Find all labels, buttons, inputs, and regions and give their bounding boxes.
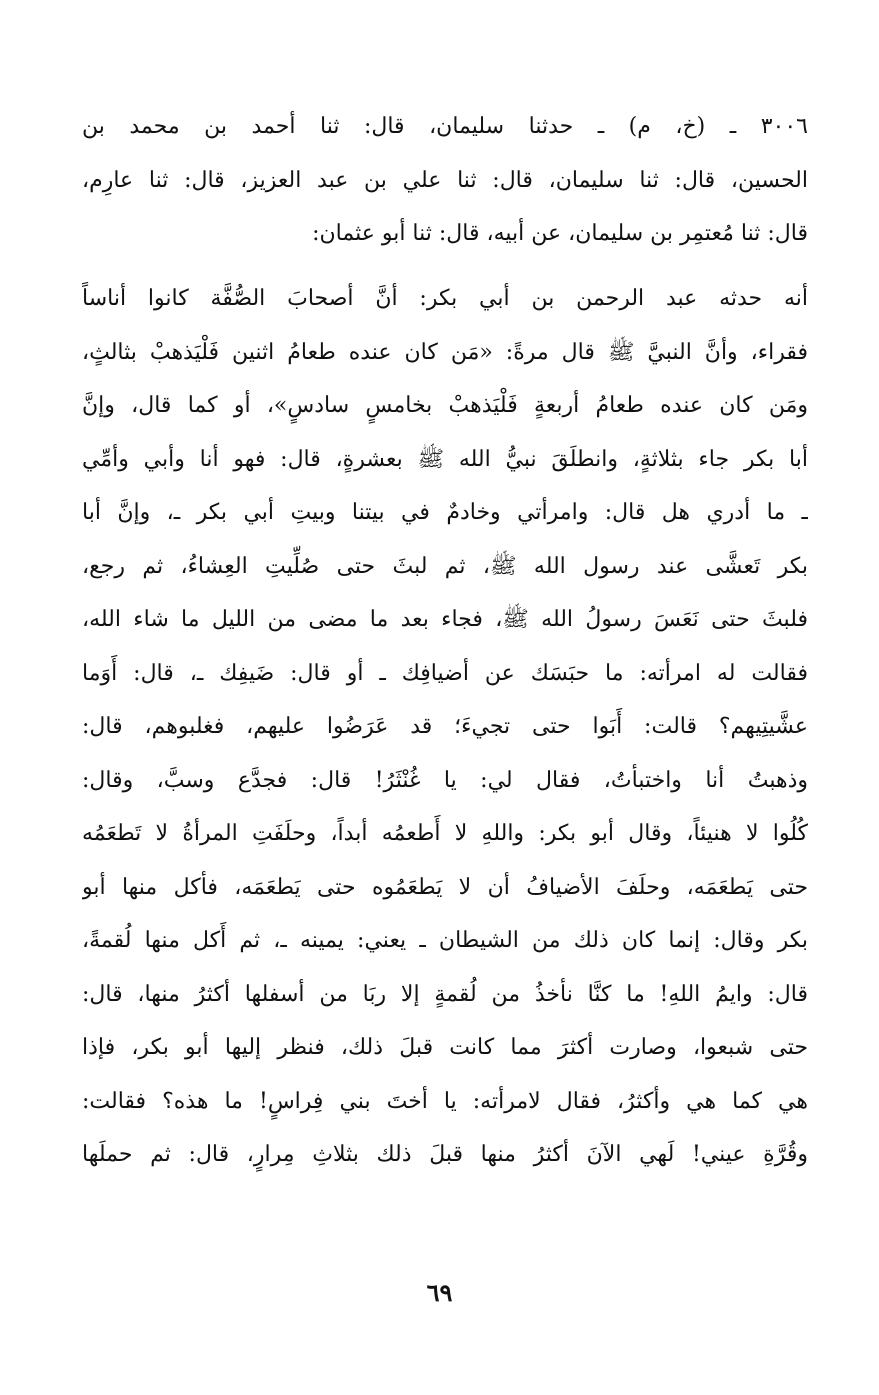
matn-line: حتى شبعوا، وصارت أكثرَ مما كانت قبلَ ذلك، فنظر إليها أبو بكر، فإذا [82, 1035, 808, 1060]
matn-line: كُلُوا لا هنيئاً، وقال أبو بكر: واللهِ لا أَطعمُه أبداً، وحلَفَتِ المرأةُ لا تَطعَمُه [82, 821, 808, 846]
matn-line: بكر وقال: إنما كان ذلك من الشيطان ـ يعني: يمينه ـ، ثم أَكل منها لُقمةً، [82, 928, 808, 953]
isnad-line: قال: ثنا مُعتمِر بن سليمان، عن أبيه، قال: ثنا أبو عثمان: [312, 221, 808, 246]
matn-line: هي كما هي وأكثرُ، فقال لامرأته: يا أختَ بني فِراسٍ! ما هذه؟ فقالت: [82, 1088, 808, 1114]
isnad-line: ٣٠٠٦ ـ (خ، م) ـ حدثنا سليمان، قال: ثنا أحمد بن محمد بن [82, 114, 808, 139]
matn-line: بكر تَعشَّى عند رسول الله ﷺ، ثم لبثَ حتى صُلِّيتِ العِشاءُ، ثم رجع، [82, 553, 808, 579]
matn-line: وقُرَّةِ عيني! لَهي الآنَ أكثرُ منها قبلَ ذلك بثلاثِ مِرارٍ، قال: ثم حملَها [82, 1142, 808, 1167]
matn-line: ـ ما أدري هل قال: وامرأتي وخادمٌ في بيتنا وبيتِ أبي بكر ـ، وإنَّ أبا [82, 500, 808, 525]
isnad-line: الحسين، قال: ثنا سليمان، قال: ثنا علي بن عبد العزيز، قال: ثنا عارِم، [82, 167, 808, 193]
hadith-isnad-paragraph [82, 100, 808, 261]
matn-line: فقراء، وأنَّ النبيَّ ﷺ قال مرةً: «مَن كان عنده طعامُ اثنين فَلْيَذهبْ بثالثٍ، [82, 339, 808, 365]
matn-line: أبا بكر جاء بثلاثةٍ، وانطلَقَ نبيُّ الله ﷺ بعشرةٍ، قال: فهو أنا وأبي وأمِّي [82, 446, 808, 472]
matn-line: قال: وايمُ اللهِ! ما كنَّا نأخذُ من لُقمةٍ إلا ربَا من أسفلها أكثرُ منها، قال: [82, 981, 808, 1007]
matn-line: فلبثَ حتى نَعَسَ رسولُ الله ﷺ، فجاء بعد ما مضى من الليل ما شاء الله، [82, 607, 808, 632]
page-number: ٦٩ [426, 1278, 453, 1307]
matn-line: فقالت له امرأته: ما حبَسَك عن أضيافِك ـ أو قال: ضَيفِك ـ، قال: أَوَما [82, 660, 808, 686]
matn-line: عشَّيتِيهم؟ قالت: أَبَوا حتى تجيءَ؛ قد عَرَضُوا عليهم، فغلبوهم، قال: [82, 714, 808, 739]
matn-line: وذهبتُ أنا واختبأتُ، فقال لي: يا غُنْثَرُ! قال: فجدَّع وسبَّ، وقال: [82, 767, 808, 793]
matn-line: حتى يَطعَمَه، وحلَفَ الأضيافُ أن لا يَطعَمُوه حتى يَطعَمَه، فأكل منها أبو [82, 874, 808, 900]
matn-line: ومَن كان عنده طعامُ أربعةٍ فَلْيَذهبْ بخامسٍ سادسٍ»، أو كما قال، وإنَّ [82, 393, 808, 418]
hadith-matn-paragraph [82, 272, 808, 1182]
matn-line: أنه حدثه عبد الرحمن بن أبي بكر: أنَّ أصحابَ الصُّفَّة كانوا أناساً [82, 286, 808, 311]
